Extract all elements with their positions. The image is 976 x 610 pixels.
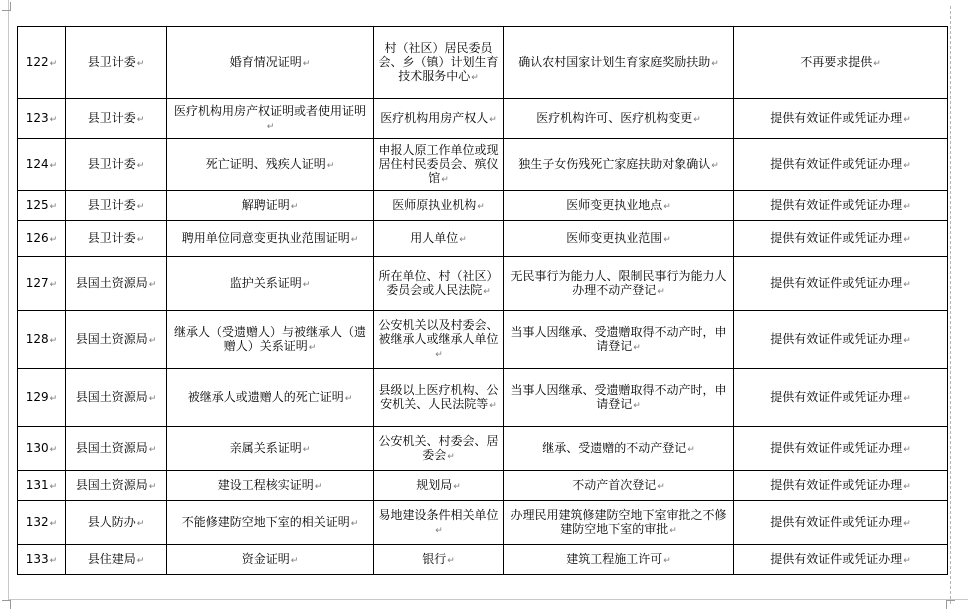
- paragraph-mark-icon: ↵: [290, 201, 299, 212]
- paragraph-mark-icon: ↵: [663, 201, 671, 212]
- handling-result-cell[interactable]: [734, 139, 948, 191]
- handling-result-text: 提供有效证件或凭证办理: [770, 331, 903, 346]
- issuing-unit-cell[interactable]: [374, 221, 504, 257]
- paragraph-mark-icon: ↵: [903, 481, 911, 492]
- department-text: 县人防办: [87, 514, 136, 529]
- handling-result-cell[interactable]: [734, 501, 948, 545]
- certificate-name-cell[interactable]: [167, 471, 374, 501]
- matter-cell[interactable]: [504, 139, 734, 191]
- paragraph-mark-icon: ↵: [350, 518, 359, 529]
- paragraph-mark-icon: ↵: [633, 342, 641, 353]
- matter-text: 不动产首次登记: [572, 477, 657, 492]
- handling-result-text: 提供有效证件或凭证办理: [770, 389, 903, 404]
- paragraph-mark-icon: ↵: [435, 349, 443, 360]
- paragraph-mark-icon: ↵: [136, 160, 145, 171]
- handling-result-text: 提供有效证件或凭证办理: [770, 197, 903, 212]
- certificate-name-cell[interactable]: [167, 221, 374, 257]
- handling-result-cell[interactable]: [734, 191, 948, 221]
- paragraph-mark-icon: ↵: [489, 114, 497, 125]
- handling-result-text: 提供有效证件或凭证办理: [770, 110, 903, 125]
- paragraph-mark-icon: ↵: [136, 555, 145, 566]
- row-number-text: 125: [25, 197, 49, 212]
- table-row: [18, 311, 948, 369]
- table-row: [18, 139, 948, 191]
- paragraph-mark-icon: ↵: [441, 174, 449, 185]
- paragraph-mark-icon: ↵: [903, 393, 911, 404]
- paragraph-mark-icon: ↵: [633, 400, 641, 411]
- paragraph-mark-icon: ↵: [903, 335, 911, 346]
- matter-cell[interactable]: [504, 311, 734, 369]
- department-text: 县国土资源局: [75, 440, 148, 455]
- paragraph-mark-icon: ↵: [663, 234, 671, 245]
- crop-mark-top-left: [2, 2, 11, 11]
- paragraph-mark-icon: ↵: [687, 444, 695, 455]
- issuing-unit-text: 申报人原工作单位或现居住村民委员会、殡仪馆: [378, 142, 499, 185]
- row-number-cell[interactable]: [18, 257, 66, 311]
- crop-mark-bottom-right: [946, 600, 955, 609]
- paragraph-mark-icon: ↵: [435, 525, 443, 536]
- row-number-cell[interactable]: [18, 501, 66, 545]
- issuing-unit-text: 公安机关、村委会、居委会: [378, 433, 499, 462]
- certificate-name-text: 聘用单位同意变更执业范围证明: [181, 230, 350, 245]
- paragraph-mark-icon: ↵: [266, 121, 275, 132]
- certificate-name-text: 亲属关系证明: [229, 440, 302, 455]
- issuing-unit-cell[interactable]: [374, 27, 504, 99]
- department-text: 县国土资源局: [75, 275, 148, 290]
- matter-text: 当事人因继承、受遗赠取得不动产时，申请登记: [510, 324, 727, 353]
- matter-text: 确认农村国家计划生育家庭奖励扶助: [518, 54, 711, 69]
- paragraph-mark-icon: ↵: [136, 234, 145, 245]
- department-text: 县国土资源局: [75, 331, 148, 346]
- paragraph-mark-icon: ↵: [49, 444, 58, 455]
- matter-cell[interactable]: [504, 471, 734, 501]
- issuing-unit-text: 规划局: [416, 477, 453, 492]
- row-number-cell[interactable]: [18, 27, 66, 99]
- row-number-text: 129: [25, 389, 49, 404]
- certificate-name-text: 不能修建防空地下室的相关证明: [181, 514, 350, 529]
- row-number-text: 122: [25, 54, 49, 69]
- matter-cell[interactable]: [504, 191, 734, 221]
- matter-text: 独生子女伤残死亡家庭扶助对象确认: [518, 156, 711, 171]
- matter-cell[interactable]: [504, 427, 734, 471]
- department-cell[interactable]: [66, 501, 167, 545]
- certificate-name-text: 建设工程核实证明: [217, 477, 314, 492]
- issuing-unit-cell[interactable]: [374, 191, 504, 221]
- paragraph-mark-icon: ↵: [136, 114, 145, 125]
- paragraph-mark-icon: ↵: [302, 444, 311, 455]
- department-cell[interactable]: [66, 369, 167, 427]
- department-cell[interactable]: [66, 545, 167, 575]
- matter-cell[interactable]: [504, 501, 734, 545]
- paragraph-mark-icon: ↵: [903, 444, 911, 455]
- paragraph-mark-icon: ↵: [903, 234, 911, 245]
- handling-result-cell[interactable]: [734, 27, 948, 99]
- certificate-table: [17, 26, 948, 575]
- handling-result-text: 提供有效证件或凭证办理: [770, 440, 903, 455]
- issuing-unit-cell[interactable]: [374, 545, 504, 575]
- issuing-unit-text: 医疗机构用房产权人: [380, 110, 489, 125]
- certificate-name-cell[interactable]: [167, 27, 374, 99]
- paragraph-mark-icon: ↵: [136, 201, 145, 212]
- certificate-name-cell[interactable]: [167, 191, 374, 221]
- department-text: 县卫计委: [87, 54, 136, 69]
- row-number-text: 133: [25, 551, 49, 566]
- issuing-unit-text: 公安机关以及村委会、被继承人或继承人单位: [378, 317, 499, 346]
- row-number-text: 132: [25, 514, 49, 529]
- matter-text: 当事人因继承、受遗赠取得不动产时，申请登记: [510, 382, 727, 411]
- paragraph-mark-icon: ↵: [49, 481, 58, 492]
- paragraph-mark-icon: ↵: [49, 335, 58, 346]
- paragraph-mark-icon: ↵: [148, 481, 157, 492]
- issuing-unit-cell[interactable]: [374, 99, 504, 139]
- issuing-unit-text: 银行: [422, 551, 447, 566]
- matter-cell[interactable]: [504, 99, 734, 139]
- issuing-unit-cell[interactable]: [374, 501, 504, 545]
- row-number-text: 131: [25, 477, 49, 492]
- certificate-name-cell[interactable]: [167, 427, 374, 471]
- table-row: [18, 257, 948, 311]
- paragraph-mark-icon: ↵: [49, 234, 58, 245]
- handling-result-text: 提供有效证件或凭证办理: [770, 230, 903, 245]
- matter-text: 医疗机构许可、医疗机构变更: [536, 110, 693, 125]
- crop-mark-bottom-left: [2, 600, 11, 609]
- row-number-text: 124: [25, 156, 49, 171]
- issuing-unit-text: 用人单位: [410, 230, 459, 245]
- department-text: 县卫计委: [87, 230, 136, 245]
- paragraph-mark-icon: ↵: [49, 555, 58, 566]
- table-row: [18, 471, 948, 501]
- table-row: [18, 545, 948, 575]
- row-number-text: 123: [25, 110, 49, 125]
- paragraph-mark-icon: ↵: [148, 279, 157, 290]
- paragraph-mark-icon: ↵: [148, 393, 157, 404]
- paragraph-mark-icon: ↵: [49, 393, 58, 404]
- row-number-cell[interactable]: [18, 139, 66, 191]
- paragraph-mark-icon: ↵: [453, 481, 461, 492]
- handling-result-cell[interactable]: [734, 99, 948, 139]
- paragraph-mark-icon: ↵: [350, 234, 359, 245]
- paragraph-mark-icon: ↵: [483, 286, 491, 297]
- paragraph-mark-icon: ↵: [148, 335, 157, 346]
- issuing-unit-text: 县级以上医疗机构、公安机关、人民法院等: [378, 382, 499, 411]
- paragraph-mark-icon: ↵: [49, 114, 58, 125]
- issuing-unit-cell[interactable]: [374, 471, 504, 501]
- table-row: [18, 427, 948, 471]
- department-text: 县卫计委: [87, 197, 136, 212]
- table-row: [18, 27, 948, 99]
- handling-result-cell[interactable]: [734, 221, 948, 257]
- matter-cell[interactable]: [504, 27, 734, 99]
- certificate-name-text: 监护关系证明: [229, 275, 302, 290]
- handling-result-text: 不再要求提供: [800, 54, 873, 69]
- matter-cell[interactable]: [504, 221, 734, 257]
- paragraph-mark-icon: ↵: [903, 114, 911, 125]
- paragraph-mark-icon: ↵: [459, 234, 467, 245]
- row-number-text: 126: [25, 230, 49, 245]
- paragraph-mark-icon: ↵: [903, 279, 911, 290]
- table-row: [18, 221, 948, 257]
- department-text: 县国土资源局: [75, 389, 148, 404]
- handling-result-text: 提供有效证件或凭证办理: [770, 156, 903, 171]
- department-cell[interactable]: [66, 427, 167, 471]
- certificate-name-text: 资金证明: [241, 551, 290, 566]
- row-number-cell[interactable]: [18, 191, 66, 221]
- matter-text: 建筑工程施工许可: [566, 551, 663, 566]
- matter-text: 医师变更执业地点: [566, 197, 663, 212]
- row-number-text: 128: [25, 331, 49, 346]
- table-row: [18, 501, 948, 545]
- paragraph-mark-icon: ↵: [344, 393, 353, 404]
- paragraph-mark-icon: ↵: [49, 518, 58, 529]
- certificate-name-text: 医疗机构用房产权证明或者使用证明: [173, 103, 366, 118]
- paragraph-mark-icon: ↵: [669, 525, 677, 536]
- page-left-border: [8, 0, 9, 600]
- paragraph-mark-icon: ↵: [148, 444, 157, 455]
- paragraph-mark-icon: ↵: [49, 58, 58, 69]
- certificate-name-text: 被继承人或遗赠人的死亡证明: [187, 389, 344, 404]
- row-number-text: 127: [25, 275, 49, 290]
- department-cell[interactable]: [66, 191, 167, 221]
- paragraph-mark-icon: ↵: [903, 555, 911, 566]
- issuing-unit-text: 易地建设条件相关单位: [378, 507, 499, 522]
- paragraph-mark-icon: ↵: [657, 286, 665, 297]
- paragraph-mark-icon: ↵: [663, 555, 671, 566]
- matter-text: 医师变更执业范围: [566, 230, 663, 245]
- handling-result-text: 提供有效证件或凭证办理: [770, 514, 903, 529]
- paragraph-mark-icon: ↵: [49, 279, 58, 290]
- handling-result-text: 提供有效证件或凭证办理: [770, 477, 903, 492]
- paragraph-mark-icon: ↵: [711, 58, 719, 69]
- certificate-name-text: 婚育情况证明: [229, 54, 302, 69]
- department-cell[interactable]: [66, 221, 167, 257]
- certificate-name-text: 解聘证明: [241, 197, 290, 212]
- row-number-cell[interactable]: [18, 427, 66, 471]
- paragraph-mark-icon: ↵: [873, 58, 881, 69]
- issuing-unit-text: 所在单位、村（社区）委员会或人民法院: [378, 268, 499, 297]
- matter-cell[interactable]: [504, 369, 734, 427]
- row-number-cell[interactable]: [18, 369, 66, 427]
- paragraph-mark-icon: ↵: [302, 58, 311, 69]
- handling-result-cell[interactable]: [734, 369, 948, 427]
- paragraph-mark-icon: ↵: [136, 58, 145, 69]
- matter-text: 继承、受遗赠的不动产登记: [542, 440, 687, 455]
- certificate-name-cell[interactable]: [167, 257, 374, 311]
- paragraph-mark-icon: ↵: [471, 72, 479, 83]
- paragraph-mark-icon: ↵: [447, 555, 455, 566]
- handling-result-cell[interactable]: [734, 545, 948, 575]
- matter-text: 办理民用建筑修建防空地下室审批之不修建防空地下室的审批: [510, 507, 727, 536]
- department-cell[interactable]: [66, 471, 167, 501]
- paragraph-mark-icon: ↵: [657, 481, 665, 492]
- issuing-unit-cell[interactable]: [374, 139, 504, 191]
- paragraph-mark-icon: ↵: [136, 518, 145, 529]
- issuing-unit-cell[interactable]: [374, 311, 504, 369]
- paragraph-mark-icon: ↵: [314, 481, 323, 492]
- paragraph-mark-icon: ↵: [693, 114, 701, 125]
- paragraph-mark-icon: ↵: [326, 160, 335, 171]
- handling-result-text: 提供有效证件或凭证办理: [770, 275, 903, 290]
- paragraph-mark-icon: ↵: [302, 279, 311, 290]
- row-number-text: 130: [25, 440, 49, 455]
- paragraph-mark-icon: ↵: [489, 400, 497, 411]
- certificate-name-cell[interactable]: [167, 501, 374, 545]
- handling-result-cell[interactable]: [734, 471, 948, 501]
- paragraph-mark-icon: ↵: [49, 160, 58, 171]
- paragraph-mark-icon: ↵: [447, 451, 455, 462]
- paragraph-mark-icon: ↵: [903, 518, 911, 529]
- issuing-unit-cell[interactable]: [374, 427, 504, 471]
- issuing-unit-cell[interactable]: [374, 369, 504, 427]
- handling-result-cell[interactable]: [734, 427, 948, 471]
- paragraph-mark-icon: ↵: [477, 201, 485, 212]
- matter-cell[interactable]: [504, 257, 734, 311]
- certificate-name-cell[interactable]: [167, 311, 374, 369]
- department-cell[interactable]: [66, 311, 167, 369]
- row-number-cell[interactable]: [18, 99, 66, 139]
- certificate-name-cell[interactable]: [167, 369, 374, 427]
- issuing-unit-text: 村（社区）居民委员会、乡（镇）计划生育技术服务中心: [378, 40, 499, 83]
- page-bottom-border: [8, 599, 968, 600]
- department-text: 县国土资源局: [75, 477, 148, 492]
- certificate-name-text: 继承人（受遗赠人）与被继承人（遗赠人）关系证明: [173, 324, 366, 353]
- department-cell[interactable]: [66, 139, 167, 191]
- row-number-cell[interactable]: [18, 311, 66, 369]
- table-row: [18, 369, 948, 427]
- handling-result-cell[interactable]: [734, 311, 948, 369]
- department-text: 县住建局: [87, 551, 136, 566]
- page-right-margin-guide: [950, 6, 952, 604]
- certificate-name-text: 死亡证明、残疾人证明: [205, 156, 326, 171]
- paragraph-mark-icon: ↵: [711, 160, 719, 171]
- handling-result-text: 提供有效证件或凭证办理: [770, 551, 903, 566]
- certificate-name-cell[interactable]: [167, 99, 374, 139]
- row-number-cell[interactable]: [18, 471, 66, 501]
- table-row: [18, 191, 948, 221]
- row-number-cell[interactable]: [18, 545, 66, 575]
- matter-cell[interactable]: [504, 545, 734, 575]
- table-body: [18, 27, 948, 575]
- row-number-cell[interactable]: [18, 221, 66, 257]
- department-cell[interactable]: [66, 27, 167, 99]
- department-cell[interactable]: [66, 257, 167, 311]
- table-row: [18, 99, 948, 139]
- paragraph-mark-icon: ↵: [308, 342, 317, 353]
- matter-text: 无民事行为能力人、限制民事行为能力人办理不动产登记: [510, 268, 727, 297]
- paragraph-mark-icon: ↵: [903, 160, 911, 171]
- certificate-name-cell[interactable]: [167, 545, 374, 575]
- department-text: 县卫计委: [87, 156, 136, 171]
- paragraph-mark-icon: ↵: [290, 555, 299, 566]
- department-text: 县卫计委: [87, 110, 136, 125]
- paragraph-mark-icon: ↵: [49, 201, 58, 212]
- paragraph-mark-icon: ↵: [903, 201, 911, 212]
- department-cell[interactable]: [66, 99, 167, 139]
- issuing-unit-text: 医师原执业机构: [392, 197, 477, 212]
- handling-result-cell[interactable]: [734, 257, 948, 311]
- issuing-unit-cell[interactable]: [374, 257, 504, 311]
- certificate-name-cell[interactable]: [167, 139, 374, 191]
